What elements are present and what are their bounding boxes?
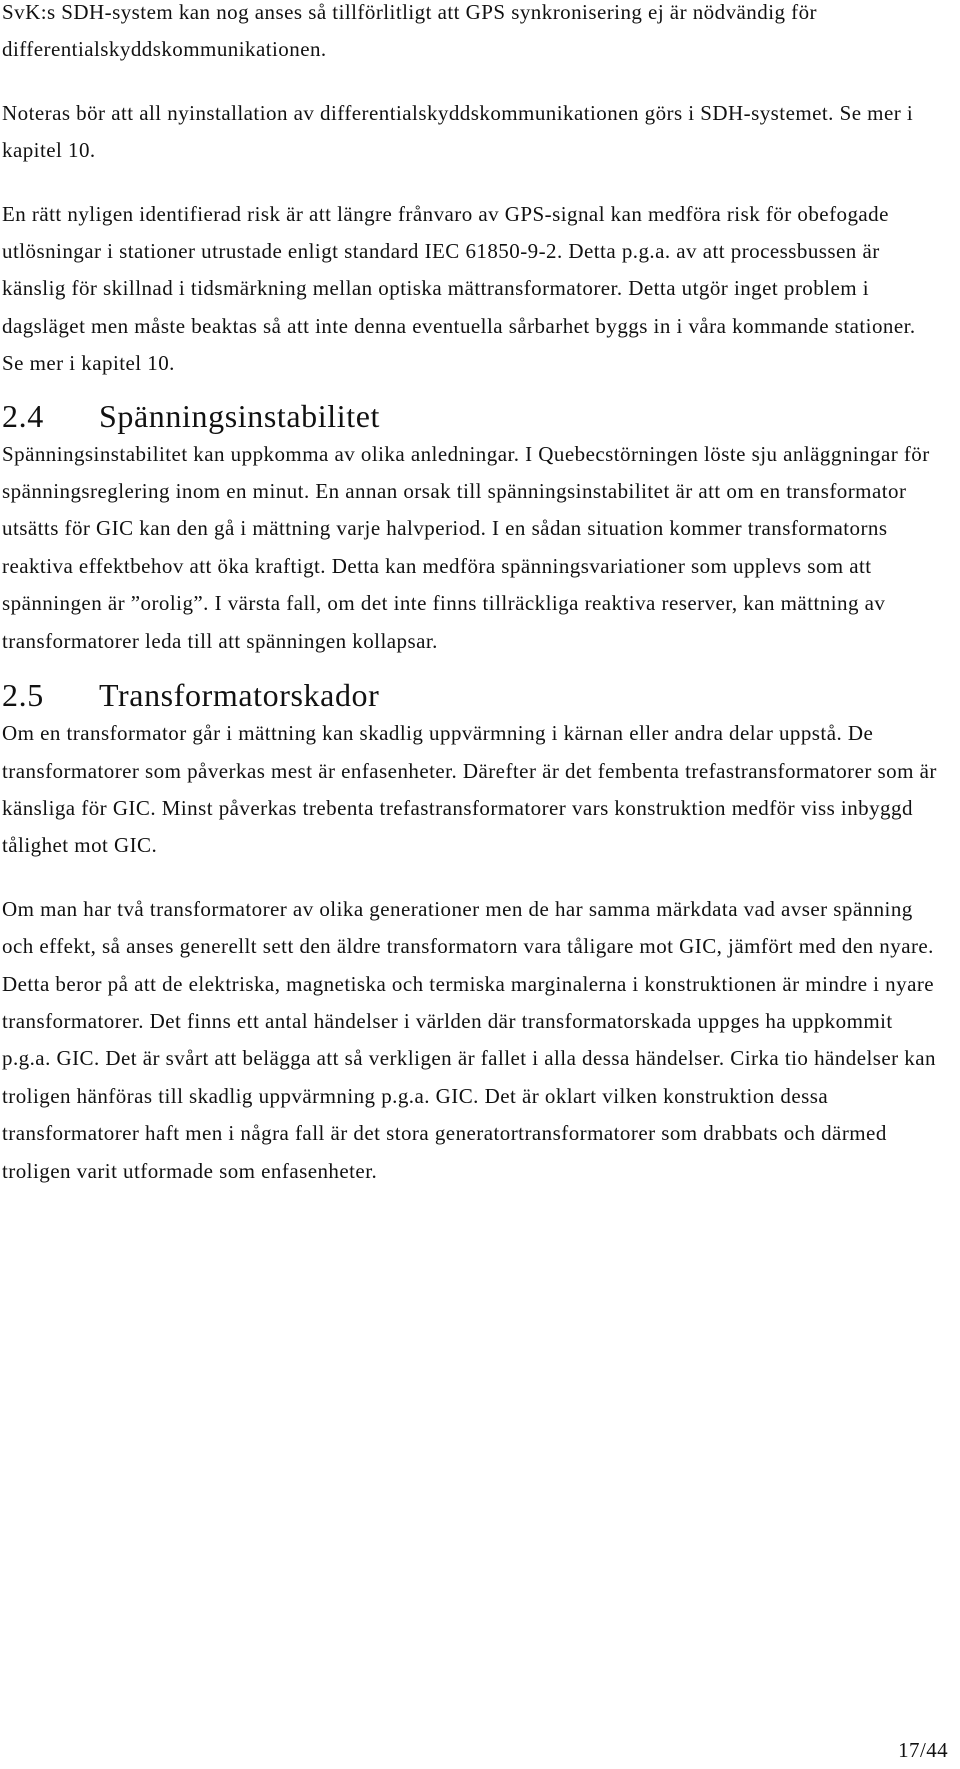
page-number: 17/44: [898, 1738, 948, 1762]
paragraph-sdh-installation: Noteras bör att all nyinstallation av differentialskyddskommunikationen görs i SDH-systemet. Se mer i kapitel 10.: [2, 100, 914, 163]
section-heading-2-5: [2, 673, 937, 717]
paragraph-voltage-instability: Spänningsinstabilitet kan uppkomma av olika anledningar. I Quebecstörningen löste sju anläggningar för spänningsreglering inom en minut. En annan orsak till spänningsinstabilitet är att om en transformator utsätts för GIC kan den gå i mättning varje halvperiod. I en sådan situation kommer transformatorns reaktiva effektbehov att öka kraftigt. Detta kan medföra spänningsvariationer som upplevs som att spänningen är ”orolig”. I värsta fall, om det inte finns tillräckliga reaktiva reserver, kan mättning av transformatorer leda till att spänningen kollapsar.: [2, 441, 930, 653]
paragraph-gps-risk: En rätt nyligen identifierad risk är att längre frånvaro av GPS-signal kan medföra risk för obefogade utlösningar i stationer utrustade enligt standard IEC 61850-9-2. Detta p.g.a. av att processbussen är känslig för skillnad i tidsmärkning mellan optiska mättransformatorer. Detta utgör inget problem i dagsläget men måste beaktas så att inte denna eventuella sårbarhet byggs in i våra kommande stationer. Se mer i kapitel 10.: [2, 201, 916, 376]
section-title: Spänningsinstabilitet: [99, 397, 381, 434]
section-number: 2.4: [2, 397, 44, 434]
section-heading-2-4: [2, 394, 937, 438]
section-number: 2.5: [2, 677, 44, 714]
page-content: [2, 0, 937, 1190]
paragraph-gps-sync: SvK:s SDH-system kan nog anses så tillförlitligt att GPS synkronisering ej är nödvändig för differentialskyddskommunikationen.: [2, 0, 817, 62]
paragraph-transformer-saturation: Om en transformator går i mättning kan skadlig uppvärmning i kärnan eller andra delar uppstå. De transformatorer som påverkas mest är enfasenheter. Därefter är det fembenta trefastransformatorer som är känsliga för GIC. Minst påverkas trebenta trefastransformatorer vars konstruktion medför viss inbyggd tålighet mot GIC.: [2, 721, 937, 858]
paragraph-transformer-generations: Om man har två transformatorer av olika generationer men de har samma märkdata vad avser spänning och effekt, så anses generellt sett den äldre transformatorn vara tåligare mot GIC, jämfört med den nyare. Detta beror på att de elektriska, magnetiska och termiska marginalerna i konstruktionen är mindre i nyare transformatorer. Det finns ett antal händelser i världen där transformatorskada uppges ha uppkommit p.g.a. GIC. Det är svårt att belägga att så verkligen är fallet i alla dessa händelser. Cirka tio händelser kan troligen hänföras till skadlig uppvärmning p.g.a. GIC. Det är oklart vilken konstruktion dessa transformatorer haft men i några fall är det stora generatortransformatorer som drabbats och därmed troligen varit utformade som enfasenheter.: [2, 896, 936, 1183]
section-title: Transformatorskador: [99, 677, 380, 714]
